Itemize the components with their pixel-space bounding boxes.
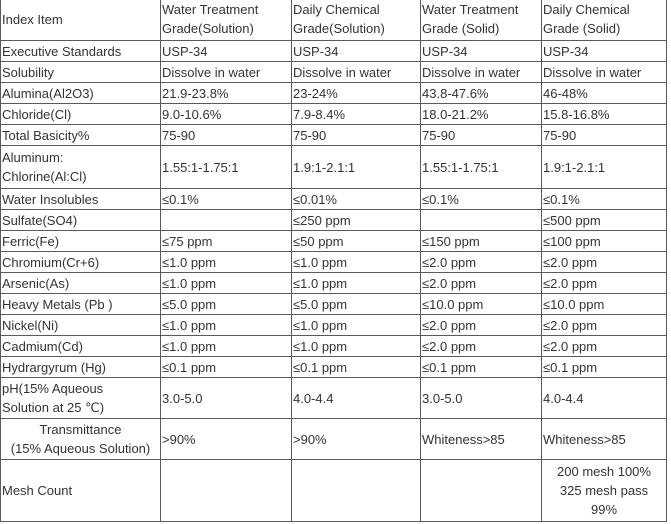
table-cell: 4.0-4.4 bbox=[542, 378, 667, 419]
row-label: Mesh Count bbox=[1, 460, 161, 522]
header-daily-chemical-solid: Daily Chemical Grade (Solid) bbox=[542, 0, 667, 41]
table-cell bbox=[161, 210, 292, 231]
table-cell: Dissolve in water bbox=[542, 62, 667, 83]
table-cell: ≤50 ppm bbox=[292, 231, 421, 252]
table-cell: ≤0.01% bbox=[292, 189, 421, 210]
table-cell: 75-90 bbox=[292, 125, 421, 146]
table-row bbox=[1, 83, 667, 104]
table-cell: USP-34 bbox=[542, 41, 667, 62]
header-index-item: Index Item bbox=[1, 0, 161, 41]
table-cell: ≤0.1 ppm bbox=[292, 357, 421, 378]
table-cell: ≤2.0 ppm bbox=[421, 315, 542, 336]
table-cell: ≤2.0 ppm bbox=[421, 336, 542, 357]
table-cell: ≤0.1% bbox=[542, 189, 667, 210]
table-cell: 7.9-8.4% bbox=[292, 104, 421, 125]
table-row bbox=[1, 231, 667, 252]
table-cell: 75-90 bbox=[542, 125, 667, 146]
table-row bbox=[1, 315, 667, 336]
table-cell: Dissolve in water bbox=[421, 62, 542, 83]
row-label: Transmittance (15% Aqueous Solution) bbox=[1, 419, 161, 460]
header-water-treatment-solid: Water Treatment Grade (Solid) bbox=[421, 0, 542, 41]
row-label: Alumina(Al2O3) bbox=[1, 83, 161, 104]
table-cell: ≤500 ppm bbox=[542, 210, 667, 231]
table-header-row bbox=[1, 0, 667, 41]
table-cell: 200 mesh 100% 325 mesh pass 99% bbox=[542, 460, 667, 522]
table-cell: ≤5.0 ppm bbox=[161, 294, 292, 315]
table-cell bbox=[292, 460, 421, 522]
table-cell: ≤0.1 ppm bbox=[421, 357, 542, 378]
row-label: Aluminum: Chlorine(Al:Cl) bbox=[1, 146, 161, 189]
table-cell: USP-34 bbox=[292, 41, 421, 62]
table-cell: ≤10.0 ppm bbox=[542, 294, 667, 315]
table-row bbox=[1, 294, 667, 315]
table-cell: USP-34 bbox=[161, 41, 292, 62]
table-cell: ≤0.1 ppm bbox=[161, 357, 292, 378]
table-cell: ≤2.0 ppm bbox=[542, 252, 667, 273]
table-row bbox=[1, 460, 667, 522]
table-cell: >90% bbox=[292, 419, 421, 460]
table-cell: Whiteness>85 bbox=[421, 419, 542, 460]
table-cell: ≤2.0 ppm bbox=[421, 273, 542, 294]
table-cell: ≤150 ppm bbox=[421, 231, 542, 252]
table-row bbox=[1, 252, 667, 273]
table-cell: Dissolve in water bbox=[161, 62, 292, 83]
table-row bbox=[1, 336, 667, 357]
table-cell: ≤2.0 ppm bbox=[421, 252, 542, 273]
table-cell: ≤100 ppm bbox=[542, 231, 667, 252]
table-cell: ≤1.0 ppm bbox=[161, 273, 292, 294]
row-label: Cadmium(Cd) bbox=[1, 336, 161, 357]
header-daily-chemical-solution: Daily Chemical Grade(Solution) bbox=[292, 0, 421, 41]
table-cell: ≤2.0 ppm bbox=[542, 315, 667, 336]
row-label: Ferric(Fe) bbox=[1, 231, 161, 252]
table-cell bbox=[421, 210, 542, 231]
table-cell: 3.0-5.0 bbox=[421, 378, 542, 419]
table-row bbox=[1, 210, 667, 231]
table-cell: 23-24% bbox=[292, 83, 421, 104]
table-cell: 4.0-4.4 bbox=[292, 378, 421, 419]
table-cell: Dissolve in water bbox=[292, 62, 421, 83]
table-cell: >90% bbox=[161, 419, 292, 460]
table-cell: 21.9-23.8% bbox=[161, 83, 292, 104]
row-label: Hydrargyrum (Hg) bbox=[1, 357, 161, 378]
table-row bbox=[1, 378, 667, 419]
table-cell: ≤250 ppm bbox=[292, 210, 421, 231]
row-label: Nickel(Ni) bbox=[1, 315, 161, 336]
table-row bbox=[1, 273, 667, 294]
row-label: Solubility bbox=[1, 62, 161, 83]
row-label: pH(15% Aqueous Solution at 25 ℃) bbox=[1, 378, 161, 419]
table-cell: 43.8-47.6% bbox=[421, 83, 542, 104]
table-row bbox=[1, 189, 667, 210]
table-cell bbox=[161, 460, 292, 522]
row-label: Chloride(Cl) bbox=[1, 104, 161, 125]
table-cell: 9.0-10.6% bbox=[161, 104, 292, 125]
header-water-treatment-solution: Water Treatment Grade(Solution) bbox=[161, 0, 292, 41]
table-cell: 15.8-16.8% bbox=[542, 104, 667, 125]
table-cell: ≤0.1 ppm bbox=[542, 357, 667, 378]
table-cell: 1.9:1-2.1:1 bbox=[292, 146, 421, 189]
table-cell: ≤0.1% bbox=[161, 189, 292, 210]
table-cell: ≤1.0 ppm bbox=[292, 252, 421, 273]
table-cell: ≤5.0 ppm bbox=[292, 294, 421, 315]
table-cell: ≤75 ppm bbox=[161, 231, 292, 252]
row-label: Chromium(Cr+6) bbox=[1, 252, 161, 273]
table-cell: Whiteness>85 bbox=[542, 419, 667, 460]
table-cell: 1.55:1-1.75:1 bbox=[421, 146, 542, 189]
table-cell: ≤0.1% bbox=[421, 189, 542, 210]
table-cell: 18.0-21.2% bbox=[421, 104, 542, 125]
table-cell: 46-48% bbox=[542, 83, 667, 104]
table-row bbox=[1, 419, 667, 460]
table-row bbox=[1, 104, 667, 125]
table-cell: ≤1.0 ppm bbox=[292, 273, 421, 294]
row-label: Sulfate(SO4) bbox=[1, 210, 161, 231]
table-cell: USP-34 bbox=[421, 41, 542, 62]
table-cell bbox=[421, 460, 542, 522]
table-cell: 3.0-5.0 bbox=[161, 378, 292, 419]
row-label: Executive Standards bbox=[1, 41, 161, 62]
row-label: Arsenic(As) bbox=[1, 273, 161, 294]
table-row bbox=[1, 146, 667, 189]
table-cell: ≤1.0 ppm bbox=[292, 315, 421, 336]
row-label: Water Insolubles bbox=[1, 189, 161, 210]
table-cell: ≤1.0 ppm bbox=[161, 252, 292, 273]
table-cell: ≤10.0 ppm bbox=[421, 294, 542, 315]
row-label: Heavy Metals (Pb ) bbox=[1, 294, 161, 315]
table-row bbox=[1, 62, 667, 83]
table-cell: 1.55:1-1.75:1 bbox=[161, 146, 292, 189]
table-cell: ≤2.0 ppm bbox=[542, 336, 667, 357]
table-cell: ≤2.0 ppm bbox=[542, 273, 667, 294]
table-cell: 75-90 bbox=[421, 125, 542, 146]
table-row bbox=[1, 125, 667, 146]
table-cell: 75-90 bbox=[161, 125, 292, 146]
table-cell: ≤1.0 ppm bbox=[161, 336, 292, 357]
table-cell: ≤1.0 ppm bbox=[292, 336, 421, 357]
table-cell: 1.9:1-2.1:1 bbox=[542, 146, 667, 189]
table-row bbox=[1, 41, 667, 62]
table-row bbox=[1, 357, 667, 378]
table-cell: ≤1.0 ppm bbox=[161, 315, 292, 336]
row-label: Total Basicity% bbox=[1, 125, 161, 146]
